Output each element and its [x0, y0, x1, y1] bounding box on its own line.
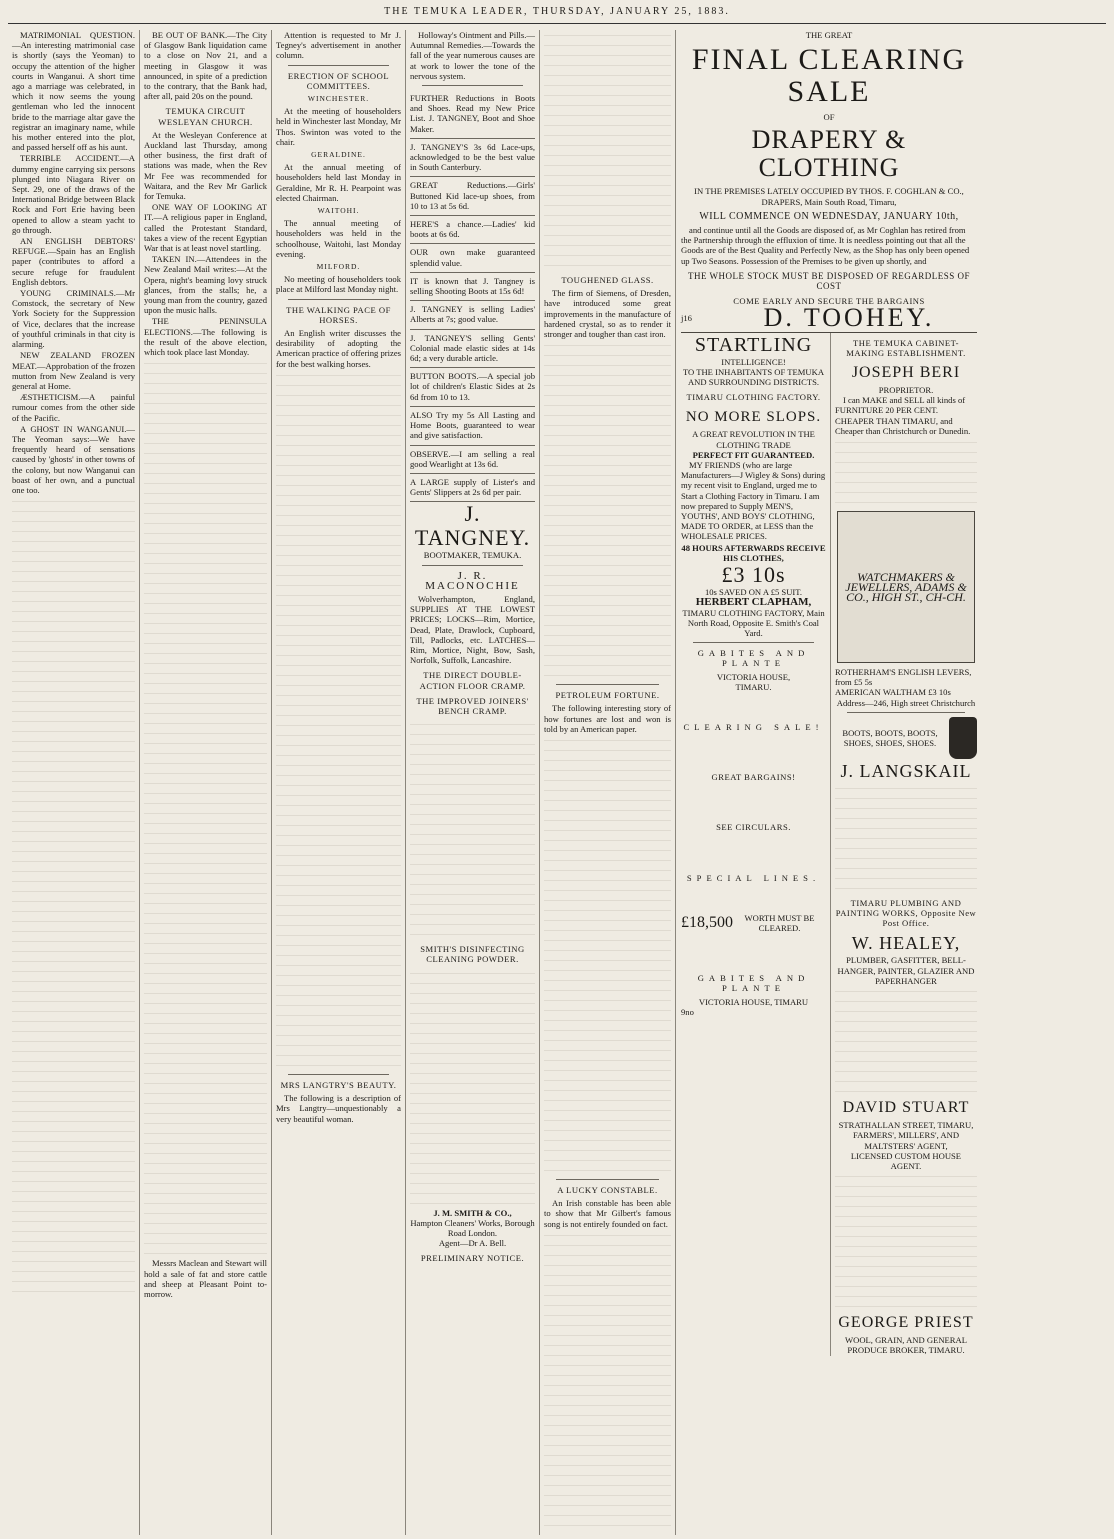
clearing-sale-ad: [681, 30, 977, 333]
tangney-ad-9: [410, 368, 535, 407]
ad-text: ALSO Try my 5s All Lasting and Home Boots, guaranteed to wear and give satisfaction.: [410, 409, 535, 441]
article-sale-notice: Messrs Maclean and Stewart will hold a sale of fat and store cattle and sheep at Pleasant Point to-morrow.: [144, 1258, 267, 1299]
article-glasgow-bank: BE OUT OF BANK.—The City of Glasgow Bank liquidation came to a close on Nov 21, and a meeting in Glasgow it was announced, in spite of a prediction to the contrary, that the Bank had, after all, paid 20s on the pound.: [144, 30, 267, 102]
article-debtors: AN ENGLISH DEBTORS' REFUGE.—Spain has an English paper (contributes to afford a secure refuge for fraudulent English debtors.: [12, 236, 135, 287]
startling-sub: INTELLIGENCE!: [721, 356, 786, 367]
herbert-address: TIMARU CLOTHING FACTORY, Main North Road, Opposite E. Smith's Coal Yard.: [682, 607, 825, 638]
tangney-ad-3: [410, 177, 535, 216]
article-walking-pace: An English writer discusses the desirability of adopting the American practice of offering prizes for the best walking horses.: [276, 328, 401, 369]
divider: [556, 1179, 659, 1180]
heading-petroleum: PETROLEUM FORTUNE.: [555, 690, 660, 701]
gabites-name-2: GABITES AND PLANTE: [697, 973, 810, 994]
maconochie-name: J. R. MACONOCHIE: [425, 569, 520, 592]
article-peninsula: THE PENINSULA ELECTIONS.—The following is the result of the above election, which took place last Monday.: [144, 316, 267, 358]
stock-amount: £18,500: [681, 913, 733, 931]
divider: [422, 85, 523, 86]
beri-proprietor: PROPRIETOR.: [878, 385, 934, 396]
columns: [8, 30, 1106, 1535]
heading-school-committees: ERECTION OF SCHOOL COMMITTEES.: [287, 70, 390, 91]
article-langtry: The following is a description of Mrs Langtry—unquestionably a very beautiful woman.: [276, 1093, 401, 1124]
article-winchester: At the meeting of householders held in Winchester last Monday, Mr Thos. Swinton was voted to the chair.: [276, 106, 401, 147]
see-circulars: SEE CIRCULARS.: [716, 822, 791, 833]
stuart-role: FARMERS', MILLERS', AND MALTSTERS' AGENT,: [852, 1130, 960, 1151]
sale-title: FINAL CLEARING SALE: [691, 43, 967, 109]
text-continuation: [835, 986, 977, 1096]
great-bargains: GREAT BARGAINS!: [711, 772, 796, 783]
gabites-ref: 9no: [681, 1006, 694, 1017]
article-matrimonial: MATRIMONIAL QUESTION.—An interesting matrimonial case is shortly (says the Yeoman) to occupy the attention of the higher courts in Wanganui. A short time ago a marriage was celebrated, in which it now seems the young gentleman who led the innocent bride to the marriage altar gave the registrar an imaginary name, while his mother entered into the plot, and passed herself off as his aunt.: [12, 30, 135, 153]
ad-text: OBSERVE.—I am selling a real good Wearlight at 13s 6d.: [410, 448, 535, 469]
smith-address: Hampton Cleaners' Works, Borough Road London.: [410, 1217, 535, 1238]
divider: [556, 684, 659, 685]
george-priest: GEORGE PRIEST: [838, 1314, 974, 1332]
tangney-sub: BOOTMAKER, TEMUKA.: [423, 550, 522, 561]
article-milford: No meeting of householders took place at Milford last Monday night.: [276, 274, 401, 295]
startling-heading: STARTLING: [694, 333, 813, 356]
masthead: [8, 6, 1106, 24]
hours-notice: 48 HOURS AFTERWARDS RECEIVE HIS CLOTHES,: [681, 542, 826, 563]
clothing-factory: TIMARU CLOTHING FACTORY.: [686, 392, 821, 403]
sale-title-2: DRAPERY & CLOTHING: [751, 125, 907, 183]
article-lucky-constable: An Irish constable has been able to show that Mr Gilbert's famous song is not entirely founded on fact.: [544, 1198, 671, 1229]
watchmakers-logo: [837, 511, 975, 663]
clearing-sale: CLEARING SALE!: [683, 721, 824, 732]
tangney-ad-10: [410, 407, 535, 446]
special-lines: SPECIAL LINES.: [686, 872, 821, 883]
article-taken-in: TAKEN IN.—Attendees in the New Zealand Mail writes:—At the Opera, night's beaming lovy struck glances, from the stalls; he, a young man from the country, gazed upon the music halls.: [144, 254, 267, 316]
text-continuation: [835, 1171, 977, 1311]
victoria-house-2: VICTORIA HOUSE, TIMARU: [698, 996, 809, 1007]
heading-bench-cramp: THE IMPROVED JOINERS' BENCH CRAMP.: [416, 695, 529, 716]
subheading-geraldine: GERALDINE.: [311, 150, 366, 160]
langskail-name: J. LANGSKAIL: [840, 760, 972, 781]
waltham-price: AMERICAN WALTHAM £3 10s: [835, 687, 951, 698]
article-one-way: ONE WAY OF LOOKING AT IT.—A religious paper in England, called the Protestant Standard, takes a view of the recent Egyptian War that is at least novel startling.: [144, 202, 267, 254]
perfect-fit: PERFECT FIT GUARANTEED.: [692, 449, 815, 460]
smith-name: J. M. SMITH & CO.,: [433, 1207, 512, 1218]
article-aestheticism: ÆSTHETICISM.—A painful rumour comes from the other side of the Pacific.: [12, 392, 135, 423]
tangney-ad-4: [410, 216, 535, 244]
column-4: [406, 30, 540, 1535]
tangney-ad-2: [410, 139, 535, 178]
ad-text: OUR own make guaranteed splendid value.: [410, 247, 535, 268]
ad-columns: [681, 333, 977, 1356]
ad-text: BUTTON BOOTS.—A special job lot of children's Elastic Sides at 2s 6d from 10 to 13.: [410, 371, 535, 402]
article-wesleyan: At the Wesleyan Conference at Auckland last Thursday, among other business, the first draft of stations was made, when the Rev Mr Fee was recommended for Waitara, and the Rev Mr Garlick for Temuka.: [144, 129, 267, 202]
sale-of: OF: [823, 112, 835, 123]
heading-langtry: MRS LANGTRY'S BEAUTY.: [280, 1079, 397, 1090]
subheading-winchester: WINCHESTER.: [307, 94, 370, 104]
text-continuation: [12, 496, 135, 1296]
ad-text: J. TANGNEY'S selling Gents' Colonial made elastic sides at 14s 6d; a very durable article.: [410, 332, 535, 364]
text-continuation: [544, 735, 671, 1175]
no-more-slops: NO MORE SLOPS.: [685, 409, 822, 426]
gabites-name: GABITES AND PLANTE: [697, 648, 810, 669]
priest-sub: WOOL, GRAIN, AND GENERAL PRODUCE BROKER, TIMARU.: [845, 1335, 967, 1356]
heading-walking-pace: THE WALKING PACE OF HORSES.: [286, 304, 391, 325]
smith-agent: Agent—Dr A. Bell.: [438, 1238, 507, 1249]
herbert-clapham: HERBERT CLAPHAM,: [695, 596, 812, 609]
tangney-ad-12: [410, 474, 535, 502]
victoria-house: VICTORIA HOUSE,: [716, 671, 791, 682]
watchmakers-text: WATCHMAKERS & JEWELLERS, ADAMS & CO., HIGH ST., CH-CH.: [845, 569, 967, 605]
joseph-beri: JOSEPH BERI: [851, 364, 961, 382]
sale-ref: j16: [681, 313, 692, 324]
article-holloway: Holloway's Ointment and Pills.—Autumnal Remedies.—Towards the fall of the year numerous causes are at work to lower the tone of the nervous system.: [410, 30, 535, 81]
stock-value: [681, 913, 826, 933]
tangney-ad-1: [410, 90, 535, 139]
article-geraldine: At the annual meeting of householders held last Monday in Geraldine, Mr R. H. Pearpoint was elected Chairman.: [276, 162, 401, 203]
column-5: [540, 30, 676, 1535]
column-3: [272, 30, 406, 1535]
text-continuation: [544, 1230, 671, 1530]
ad-column-left: [681, 333, 831, 1356]
tangney-ad-5: [410, 244, 535, 272]
divider: [847, 712, 965, 713]
text-continuation: [410, 968, 535, 1208]
sale-body: and continue until all the Goods are disposed of, as Mr Coghlan has retired from the Partnership through the effluxion of time. It is needless pointing out that all the Goods are of the Best Quality and Perfectly New, as the Shop has only been opened up Two Seasons. Possession of the Premises to be given up shortly, and: [681, 225, 970, 266]
article-accident: TERRIBLE ACCIDENT.—A dummy engine carrying six persons plunged into Niagara River on Sept. 29, one of the draws of the International Bridge between Black Rock and Fort Erie having been opened to allow a steam yacht to go through.: [12, 153, 135, 235]
divider: [693, 642, 814, 643]
article-tegney: Attention is requested to Mr J. Tegney's advertisement in another column.: [276, 30, 401, 61]
sale-name: D. TOOHEY.: [763, 303, 935, 333]
boots-banner: [835, 717, 977, 759]
healey-name: W. HEALEY,: [851, 933, 961, 954]
tangney-name: J. TANGNEY.: [414, 501, 531, 551]
article-young-criminals: YOUNG CRIMINALS.—Mr Comstock, the secretary of New York Society for the Suppression of Vice, declares that the increase of youthful criminals in that city is alarming.: [12, 288, 135, 350]
sale-top: THE GREAT: [805, 30, 853, 40]
ad-text: HERE'S a chance.—Ladies' kid boots at 6s 6d.: [410, 219, 535, 240]
ad-text: FURTHER Reductions in Boots and Shoes. Read my New Price List. J. TANGNEY, Boot and Shoe Maker.: [410, 93, 535, 134]
text-continuation: [276, 370, 401, 1070]
stock-worth: WORTH MUST BE CLEARED.: [744, 912, 815, 933]
tangney-ad-8: [410, 330, 535, 369]
david-stuart: DAVID STUART: [842, 1099, 970, 1117]
revolution: A GREAT REVOLUTION IN THE CLOTHING TRADE: [692, 429, 815, 450]
stuart-license: LICENSED CUSTOM HOUSE AGENT.: [850, 1150, 962, 1171]
masthead-title: THE TEMUKA LEADER, THURSDAY, JANUARY 25, 1883.: [384, 6, 730, 17]
heading-smith-powder: SMITH'S DISINFECTING CLEANING POWDER.: [420, 944, 525, 965]
sale-premises: IN THE PREMISES LATELY OCCUPIED BY THOS. F. COGHLAN & CO., DRAPERS, Main South Road, Timaru,: [694, 186, 964, 207]
heading-floor-cramp: THE DIRECT DOUBLE-ACTION FLOOR CRAMP.: [419, 670, 526, 691]
ad-text: IT is known that J. Tangney is selling Shooting Boots at 15s 6d!: [410, 275, 535, 297]
startling-to: TO THE INHABITANTS OF TEMUKA AND SURROUNDING DISTRICTS.: [682, 366, 825, 388]
tangney-ad-7: [410, 301, 535, 329]
heading-wesleyan: TEMUKA CIRCUIT WESLEYAN CHURCH.: [158, 106, 253, 127]
stuart-address: STRATHALLAN STREET, TIMARU,: [838, 1120, 974, 1131]
text-continuation: [835, 437, 977, 507]
preliminary-notice: PRELIMINARY NOTICE.: [420, 1253, 525, 1264]
column-1: [8, 30, 140, 1535]
maconochie-body: Wolverhampton, England, SUPPLIES AT THE LOWEST PRICES; LOCKS—Rim, Mortice, Dead, Plate, Drawlock, Cupboard, Till, Padlocks, etc. LATCHES—Rim, Mortice, Night, Bow, Sash, Norfolk, Suffolk, Lancashire.: [410, 593, 535, 666]
beri-body: I can MAKE and SELL all kinds of FURNITURE 20 PER CENT. CHEAPER THAN TIMARU, and Cheaper than Christchurch or Dunedin.: [835, 395, 971, 436]
rotherham-price: ROTHERHAM'S ENGLISH LEVERS, from £5 5s: [835, 667, 972, 688]
suit-price: £3 10s: [721, 562, 786, 588]
divider: [422, 565, 523, 566]
advertising-block: [676, 30, 982, 1535]
divider: [288, 1074, 389, 1075]
article-toughened-glass: The firm of Siemens, of Dresden, have introduced some great improvements in the manufacture of hardened crystal, so as to render it stronger and tougher than cast iron.: [544, 288, 671, 340]
cabinet-heading: THE TEMUKA CABINET-MAKING ESTABLISHMENT.: [846, 337, 966, 358]
column-2: [140, 30, 272, 1535]
heading-lucky-constable: A LUCKY CONSTABLE.: [557, 1185, 658, 1196]
article-petroleum: The following interesting story of how fortunes are lost and won is told by an American paper.: [544, 703, 671, 734]
victoria-timaru: TIMARU.: [735, 681, 772, 692]
plumbing-heading: TIMARU PLUMBING AND PAINTING WORKS, Opposite New Post Office.: [835, 897, 977, 929]
text-continuation: [835, 783, 977, 893]
divider: [288, 65, 389, 66]
text-continuation: [144, 358, 267, 1258]
watch-address: Address—246, High street Christchurch: [836, 697, 976, 708]
heading-toughened-glass: TOUGHENED GLASS.: [561, 275, 654, 285]
sale-commence: WILL COMMENCE ON WEDNESDAY, JANUARY 10th,: [699, 210, 959, 222]
ad-column-right: [831, 333, 977, 1356]
ad-text: GREAT Reductions.—Girls' Buttoned Kid lace-up shoes, from 10 to 13 at 5s 6d.: [410, 180, 535, 211]
text-continuation: [544, 30, 671, 270]
divider: [288, 299, 389, 300]
article-waitohi: The annual meeting of householders was held in the schoolhouse, Waitohi, last Monday evening.: [276, 218, 401, 259]
text-continuation: [544, 340, 671, 680]
sale-come-early: COME EARLY AND SECURE THE BARGAINS: [733, 296, 925, 307]
subheading-waitohi: WAITOHI.: [317, 206, 360, 216]
text-continuation: [410, 719, 535, 939]
article-ghost: A GHOST IN WANGANUI.—The Yeoman says:—We have frequently heard of sensations caused by 'ghosts' in other towns of the colony, but now Wanganui can boast of her own, and a punctual one too.: [12, 423, 135, 495]
subheading-milford: MILFORD.: [316, 262, 361, 272]
ad-text: A LARGE supply of Lister's and Gents' Slippers at 2s 6d per pair.: [410, 476, 535, 498]
sale-whole-stock: THE WHOLE STOCK MUST BE DISPOSED OF REGARDLESS OF COST: [687, 270, 971, 292]
healey-trades: PLUMBER, GASFITTER, BELL-HANGER, PAINTER, GLAZIER AND PAPERHANGER: [837, 955, 975, 986]
article-frozen-meat: NEW ZEALAND FROZEN MEAT.—Approbation of the frozen mutton from New Zealand is very general at Home.: [12, 350, 135, 391]
tangney-ad-11: [410, 446, 535, 474]
tangney-ad-6: [410, 273, 535, 301]
clapham-body: MY FRIENDS (who are large Manufacturers—J Wigley & Sons) during my recent visit to England, urged me to Start a Clothing Factory in Timaru. I am now prepared to Supply MEN'S, YOUTHS', AND BOYS' CLOTHING, MADE TO ORDER, at LESS than the WHOLESALE PRICES.: [681, 460, 826, 542]
saved-notice: 10s SAVED ON A £5 SUIT.: [704, 587, 803, 598]
ad-text: J. TANGNEY is selling Ladies' Alberts at 7s; good value.: [410, 304, 535, 325]
boots-text: BOOTS, BOOTS, BOOTS, SHOES, SHOES, SHOES.: [842, 727, 938, 748]
ad-text: J. TANGNEY'S 3s 6d Lace-ups, acknowledged to be the best value in South Canterbury.: [410, 141, 535, 173]
boot-icon: [949, 717, 977, 759]
